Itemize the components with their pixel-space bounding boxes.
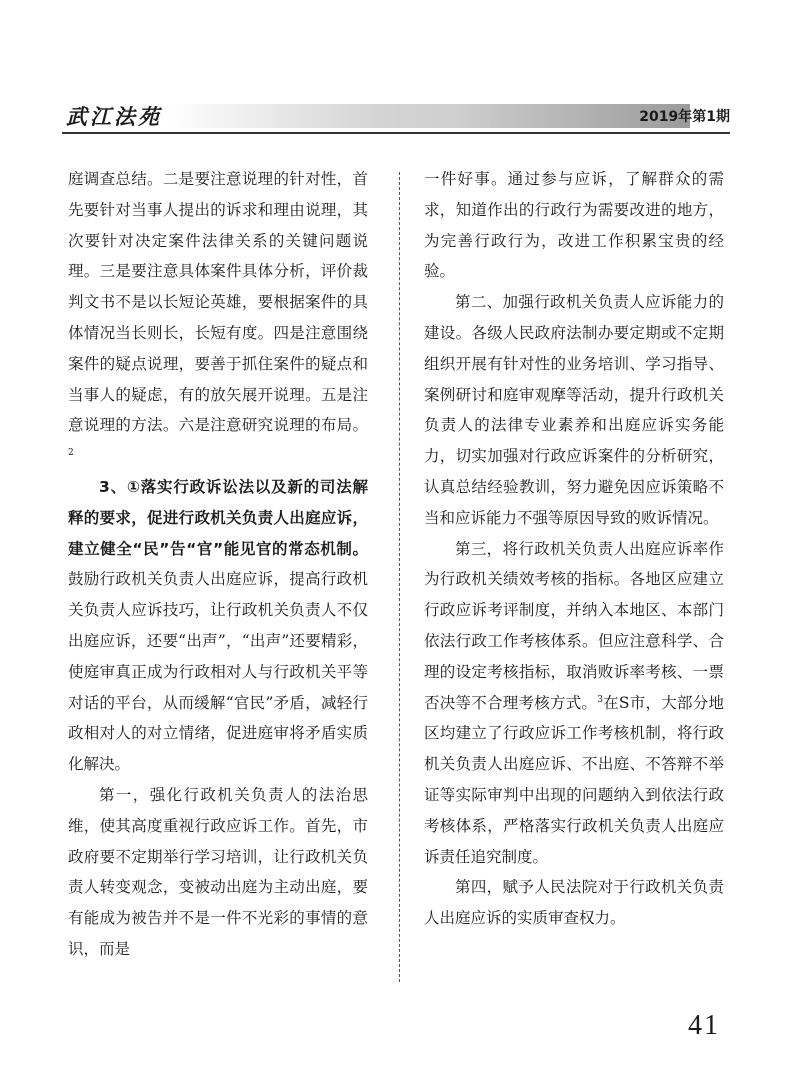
header-rule bbox=[62, 132, 730, 134]
paragraph bbox=[424, 534, 724, 873]
left-column bbox=[68, 164, 368, 965]
issue-label: 2019年第1期 bbox=[639, 109, 730, 125]
header-gradient-band bbox=[166, 104, 690, 128]
paragraph bbox=[68, 472, 368, 780]
paragraph bbox=[68, 164, 368, 472]
paragraph: 第一，强化行政机关负责人的法治思维，使其高度重视行政应诉工作。首先，市政府要不定期举行学习培训，让行政机关负责人转变观念，变被动出庭为主动出庭，要有能成为被告并不是一件不光彩的事情的意识，而是 bbox=[68, 785, 368, 958]
column-divider bbox=[399, 172, 400, 982]
right-column bbox=[424, 164, 724, 934]
paragraph: 第二、加强行政机关负责人应诉能力的建设。各级人民政府法制办要定期或不定期组织开展有针对性的业务培训、学习指导、案例研讨和庭审观摩等活动，提升行政机关负责人的法律专业素养和出庭应诉实务能力，切实加强对行政应诉案件的分析研究，认真总结经验教训，努力避免因应诉策略不当和应诉能力不强等原因导致的败诉情况。 bbox=[424, 293, 724, 527]
paragraph-text: 在S市，大部分地区均建立了行政应诉工作考核机制，将行政机关负责人出庭应诉、不出庭、不答辩不举证等实际审判中出现的问题纳入到依法行政考核体系，严格落实行政机关负责人出庭应诉责任追究制度。 bbox=[424, 693, 724, 866]
paragraph: 一件好事。通过参与应诉，了解群众的需求，知道作出的行政行为需要改进的地方，为完善行政行为，改进工作积累宝贵的经验。 bbox=[424, 170, 724, 281]
section-heading: 3、①落实行政诉讼法以及新的司法解释的要求，促进行政机关负责人出庭应诉，建立健全“民”告“官”能见官的常态机制。 bbox=[68, 477, 368, 558]
footnote-ref: 3 bbox=[597, 694, 603, 705]
paragraph-text: 庭调查总结。二是要注意说理的针对性，首先要针对当事人提出的诉求和理由说理，其次要针对决定案件法律关系的关键问题说理。三是要注意具体案件具体分析，评价裁判文书不是以长短论英雄，要根据案件的具体情况当长则长，长短有度。四是注意围绕案件的疑点说理，要善于抓住案件的疑点和当事人的疑虑，有的放矢展开说理。五是注意说理的方法。六是注意研究说理的布局。 bbox=[68, 170, 368, 435]
journal-logo: 武江法苑 bbox=[66, 104, 162, 129]
page-header bbox=[62, 104, 730, 130]
page-number: 41 bbox=[688, 1010, 720, 1041]
paragraph-text: 第三，将行政机关负责人出庭应诉率作为行政机关绩效考核的指标。各地区应建立行政应诉考评制度，并纳入本地区、本部门依法行政工作考核体系。但应注意科学、合理的设定考核指标，取消败诉率考核、一票否决等不合理考核方式。 bbox=[424, 539, 724, 712]
paragraph: 第四，赋予人民法院对于行政机关负责人出庭应诉的实质审查权力。 bbox=[424, 878, 724, 928]
footnote-ref: 2 bbox=[68, 448, 74, 459]
paragraph-text: 鼓励行政机关负责人出庭应诉，提高行政机关负责人应诉技巧，让行政机关负责人不仅出庭应诉，还要“出声”，“出声”还要精彩，使庭审真正成为行政相对人与行政机关平等对话的平台，从而缓解“官民”矛盾，减轻行政相对人的对立情绪，促进庭审将矛盾实质化解决。 bbox=[68, 570, 368, 774]
